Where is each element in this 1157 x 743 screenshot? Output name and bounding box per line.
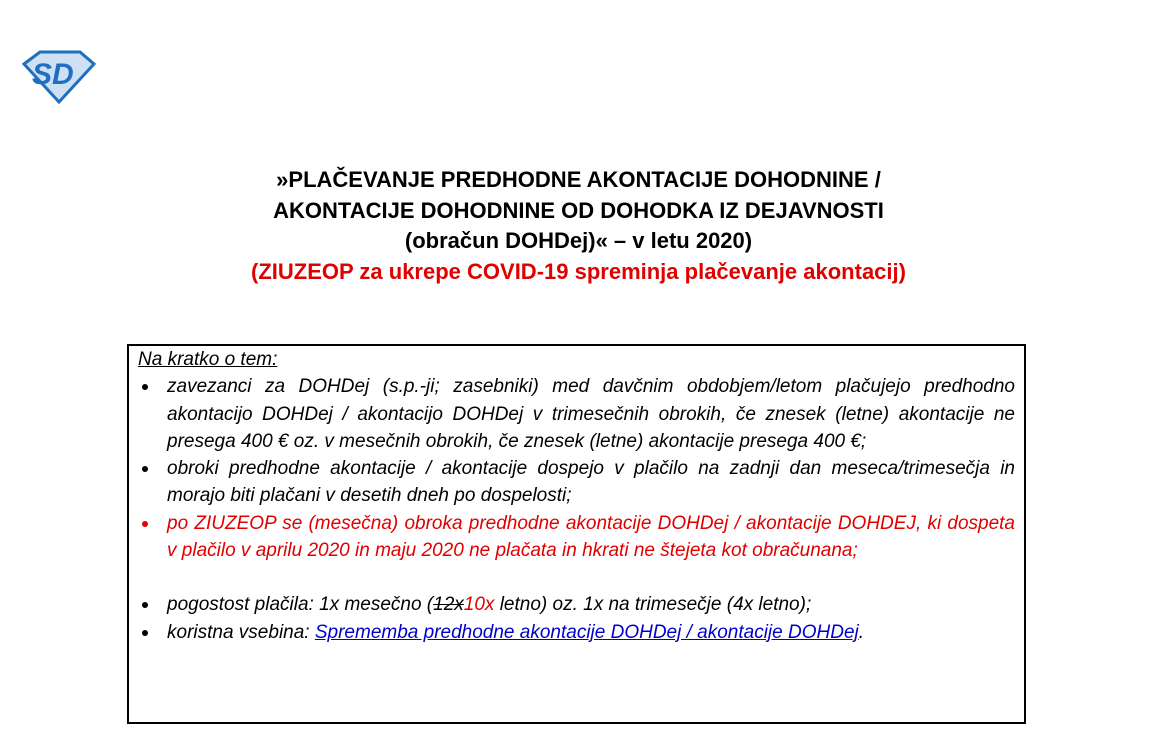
- title-line: (obračun DOHDej)« – v letu 2020): [404, 228, 753, 253]
- text: .: [858, 621, 865, 643]
- list-item: obroki predhodne akontacije / akontacije dospejo v plačilo na zadnji dan meseca/trimesečja in morajo biti plačani v desetih dneh po dospelosti;: [138, 455, 1015, 510]
- useful-content-link[interactable]: Sprememba predhodne akontacije DOHDej / akontacije DOHDej: [314, 621, 859, 643]
- text: pogostost plačila: 1x mesečno (: [167, 594, 434, 616]
- struck-text: 12x: [433, 594, 464, 616]
- title-line: AKONTACIJE DOHODNINE OD DOHODKA IZ DEJAVNOSTI: [273, 197, 884, 223]
- list-item: zavezanci za DOHDej (s.p.-ji; zasebniki) med davčnim obdobjem/letom plačujejo predhodno akontacijo DOHDej / akontacijo DOHDej v trimesečnih obrokih, če znesek (letne) akontacije ne presega 400 € oz. v mesečnih obrokih, če znesek (letne) akontacije presega 400 €;: [138, 373, 1015, 455]
- summary-heading: Na kratko o tem:: [138, 349, 278, 370]
- title-line: »PLAČEVANJE PREDHODNE AKONTACIJE DOHODNINE /: [276, 167, 881, 192]
- document-title: [0, 165, 1157, 287]
- summary-box: [127, 344, 1026, 724]
- spacer: [138, 564, 1015, 591]
- list-item: [138, 591, 1015, 618]
- title-subtitle-covid: (ZIUZEOP za ukrepe COVID-19 spreminja plačevanje akontacij): [251, 258, 906, 284]
- text: koristna vsebina:: [167, 621, 315, 643]
- summary-list: [138, 373, 1015, 646]
- text: letno) oz. 1x na trimesečje (4x letno);: [494, 594, 812, 616]
- logo-icon: [22, 48, 96, 104]
- list-item-covid: po ZIUZEOP se (mesečna) obroka predhodne akontacije DOHDej / akontacije DOHDEJ, ki dospeta v plačilo v aprilu 2020 in maju 2020 ne plačata in hkrati ne štejeta kot obračunana;: [138, 510, 1015, 565]
- svg-text:SD: SD: [32, 58, 74, 91]
- list-item: [138, 619, 1015, 646]
- new-value: 10x: [463, 594, 495, 616]
